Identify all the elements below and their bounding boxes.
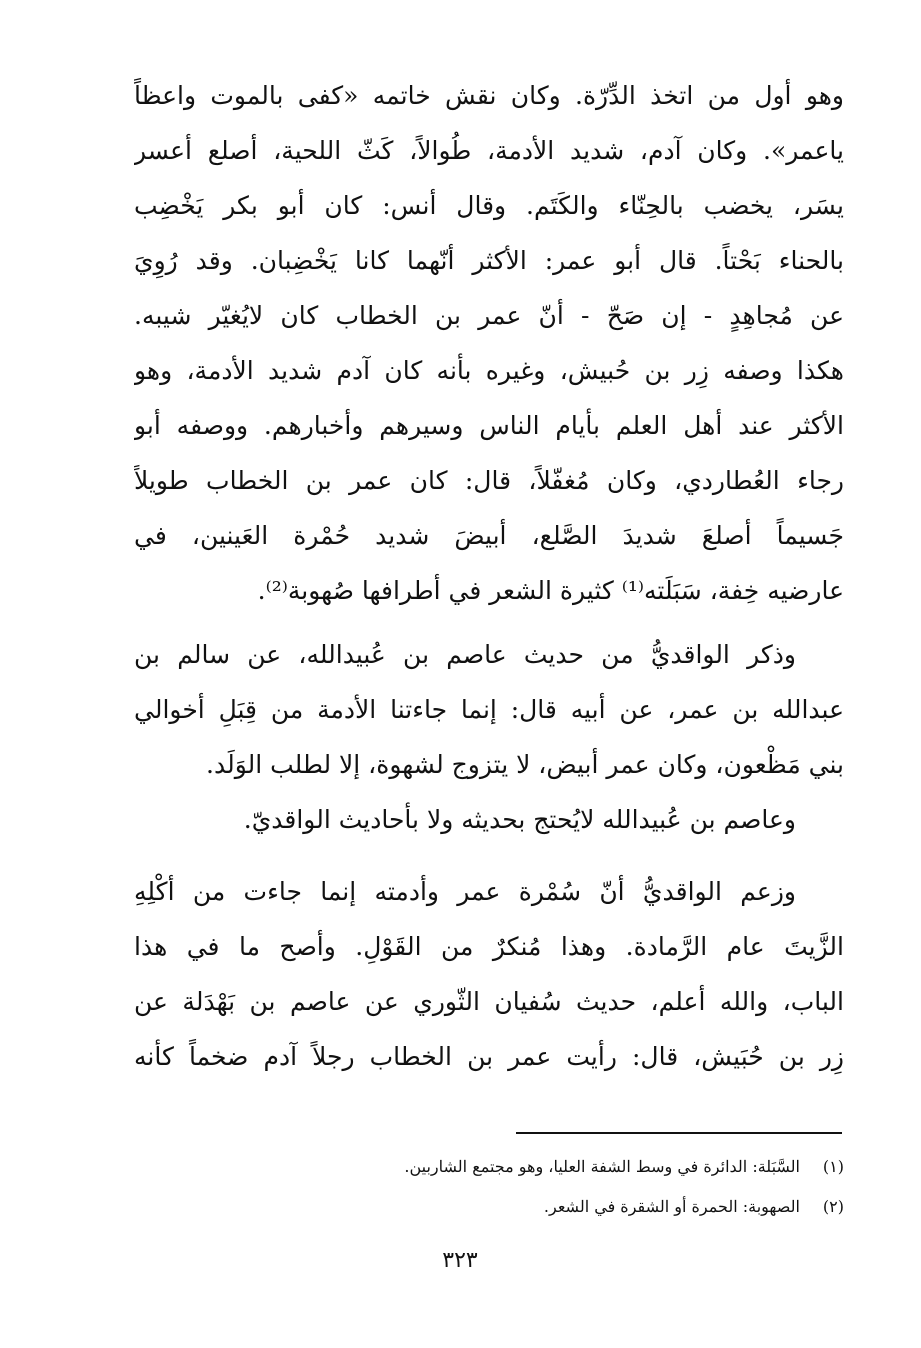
body-line: رجاء العُطاردي، وكان مُغفّلاً، قال: كان عمر بن الخطاب طويلاً [134, 466, 844, 495]
body-line: وزعم الواقديُّ أنّ سُمْرة عمر وأدمته إنما جاءت من أكْلِهِ [134, 877, 796, 906]
body-line: عن مُجاهِدٍ - إن صَحّ - أنّ عمر بن الخطاب كان لايُغيّر شيبه. [134, 301, 844, 330]
body-line: زِر بن حُبَيش، قال: رأيت عمر بن الخطاب رجلاً آدم ضخماً كأنه [134, 1042, 844, 1071]
body-line: الزَّيتَ عام الرَّمادة. وهذا مُنكرٌ من القَوْلِ. وأصح ما في هذا [134, 932, 844, 961]
footnote-divider [516, 1132, 842, 1134]
body-line: بني مَظْعون، وكان عمر أبيض، لا يتزوج لشهوة، إلا لطلب الوَلَد. [206, 750, 844, 779]
body-line: يسَر، يخضب بالحِنّاء والكَتَم. وقال أنس: كان أبو بكر يَخْضِب [134, 191, 844, 220]
body-line: وعاصم بن عُبيدالله لايُحتج بحديثه ولا بأحاديث الواقديّ. [243, 805, 796, 834]
footnote-text: السَّبَلة: الدائرة في وسط الشفة العليا، وهو مجتمع الشاربين. [404, 1157, 800, 1176]
body-line: عارضيه خِفة، سَبَلَته⁽¹⁾ كثيرة الشعر في أطرافها صُهوبة⁽²⁾. [257, 576, 844, 605]
body-line: وهو أول من اتخذ الدِّرّة. وكان نقش خاتمه «كفى بالموت واعظاً [134, 81, 844, 110]
body-line: الأكثر عند أهل العلم بأيام الناس وسيرهم وأخبارهم. ووصفه أبو [134, 411, 844, 440]
footnote [260, 1152, 844, 1182]
body-line: بالحناء بَحْتاً. قال أبو عمر: الأكثر أنّهما كانا يَخْضِبان. وقد رُوِيَ [134, 246, 844, 275]
body-line: وذكر الواقديُّ من حديث عاصم بن عُبيدالله، عن سالم بن [134, 640, 796, 669]
footnote-number: (١) [822, 1157, 844, 1176]
body-line: عبدالله بن عمر، عن أبيه قال: إنما جاءتنا الأدمة من قِبَلِ أخوالي [134, 695, 844, 724]
body-line: هكذا وصفه زِر بن حُبيش، وغيره بأنه كان آدم شديد الأدمة، وهو [134, 356, 844, 385]
footnote-text: الصهوبة: الحمرة أو الشقرة في الشعر. [543, 1197, 800, 1216]
body-line: جَسيماً أصلعَ شديدَ الصَّلع، أبيضَ شديد حُمْرة العَينين، في [134, 521, 844, 550]
body-line: الباب، والله أعلم، حديث سُفيان الثّوري عن عاصم بن بَهْدَلة عن [134, 987, 844, 1016]
footnote-number: (٢) [822, 1197, 844, 1216]
page-number: ٣٢٣ [442, 1248, 478, 1273]
footnote [260, 1192, 844, 1222]
body-line: ياعمر». وكان آدم، شديد الأدمة، طُوالاً، كَثّ اللحية، أصلع أعسر [134, 136, 844, 165]
